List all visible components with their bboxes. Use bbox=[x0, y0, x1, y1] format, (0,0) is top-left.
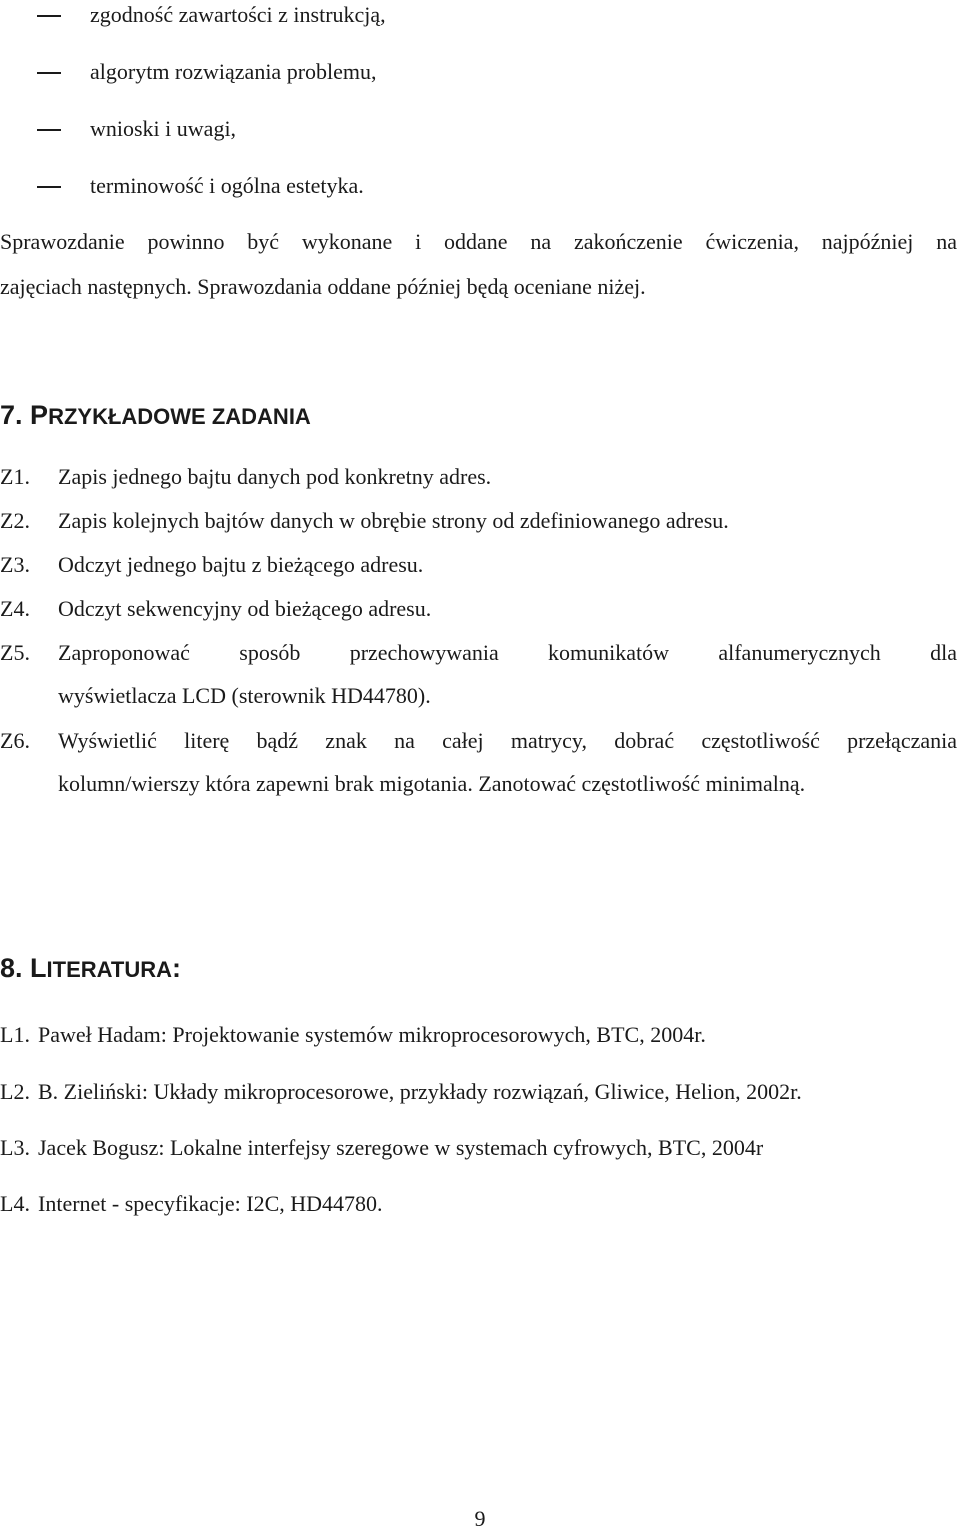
section-7-title-initial: P bbox=[30, 400, 49, 430]
dash-bullet-icon bbox=[37, 72, 61, 74]
section-8-number: 8. bbox=[0, 953, 23, 983]
task-label: Z6. bbox=[0, 728, 30, 753]
task-text-continued: wyświetlacza LCD (sterownik HD44780). bbox=[58, 683, 431, 708]
section-8-title-suffix: : bbox=[172, 953, 182, 983]
task-text: Zapis kolejnych bajtów danych w obrębie strony od zdefiniowanego adresu. bbox=[58, 508, 729, 533]
literature-label: L4. bbox=[0, 1191, 30, 1216]
criteria-item: zgodność zawartości z instrukcją, bbox=[90, 2, 386, 27]
report-paragraph-line1: Sprawozdanie powinno być wykonane i oddane na zakończenie ćwiczenia, najpóźniej na bbox=[0, 229, 957, 254]
report-paragraph-line2: zajęciach następnych. Sprawozdania oddane później będą oceniane niżej. bbox=[0, 274, 646, 299]
section-8-title-rest: ITERATURA bbox=[46, 957, 173, 982]
task-label: Z3. bbox=[0, 552, 30, 577]
task-label: Z5. bbox=[0, 640, 30, 665]
task-text-continued: kolumn/wierszy która zapewni brak migotania. Zanotować częstotliwość minimalną. bbox=[58, 771, 806, 796]
task-text: Zapis jednego bajtu danych pod konkretny adres. bbox=[58, 464, 492, 489]
criteria-item: wnioski i uwagi, bbox=[90, 116, 237, 141]
criteria-item: algorytm rozwiązania problemu, bbox=[90, 59, 377, 84]
dash-bullet-icon bbox=[37, 15, 61, 17]
section-7-title-rest: RZYKŁADOWE ZADANIA bbox=[48, 404, 311, 429]
dash-bullet-icon bbox=[37, 186, 61, 188]
task-label: Z2. bbox=[0, 508, 30, 533]
task-label: Z1. bbox=[0, 464, 30, 489]
section-7-heading bbox=[0, 400, 311, 431]
literature-entry: Jacek Bogusz: Lokalne interfejsy szeregowe w systemach cyfrowych, BTC, 2004r bbox=[38, 1135, 764, 1160]
literature-label: L2. bbox=[0, 1079, 30, 1104]
task-text: Odczyt jednego bajtu z bieżącego adresu. bbox=[58, 552, 424, 577]
literature-label: L1. bbox=[0, 1022, 30, 1047]
literature-entry: B. Zieliński: Układy mikroprocesorowe, przykłady rozwiązań, Gliwice, Helion, 2002r. bbox=[38, 1079, 802, 1104]
task-label: Z4. bbox=[0, 596, 30, 621]
dash-bullet-icon bbox=[37, 129, 61, 131]
literature-entry: Internet - specyfikacje: I2C, HD44780. bbox=[38, 1191, 383, 1216]
section-8-heading bbox=[0, 953, 181, 984]
section-7-number: 7. bbox=[0, 400, 23, 430]
page-number: 9 bbox=[474, 1506, 486, 1531]
task-text: Odczyt sekwencyjny od bieżącego adresu. bbox=[58, 596, 432, 621]
literature-label: L3. bbox=[0, 1135, 30, 1160]
task-text: Wyświetlić literę bądź znak na całej matrycy, dobrać częstotliwość przełączania bbox=[58, 728, 957, 753]
section-8-title-initial: L bbox=[30, 953, 47, 983]
criteria-item: terminowość i ogólna estetyka. bbox=[90, 173, 364, 198]
literature-entry: Paweł Hadam: Projektowanie systemów mikroprocesorowych, BTC, 2004r. bbox=[38, 1022, 706, 1047]
task-text: Zaproponować sposób przechowywania komunikatów alfanumerycznych dla bbox=[58, 640, 957, 665]
